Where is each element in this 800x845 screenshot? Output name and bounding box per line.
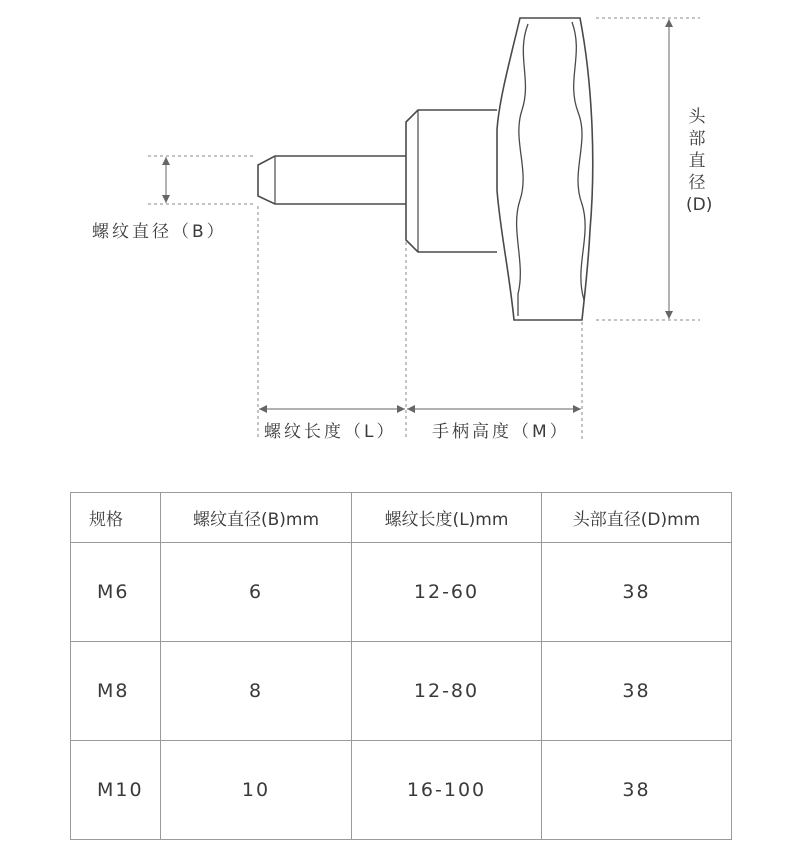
cell-thread-diameter: 6 — [161, 543, 352, 642]
cell-thread-diameter: 10 — [161, 741, 352, 840]
head-diameter-label: 头部直径(D) — [686, 107, 713, 215]
cell-spec: M10 — [71, 741, 161, 840]
cell-head-diameter: 38 — [542, 543, 732, 642]
thread-diameter-label: 螺纹直径（B） — [92, 222, 227, 242]
cell-head-diameter: 38 — [542, 741, 732, 840]
thread-length-label: 螺纹长度（L） — [264, 422, 397, 442]
cell-spec: M6 — [71, 543, 161, 642]
table-row — [71, 642, 732, 741]
knob-grip-right — [572, 22, 585, 300]
cell-thread-length: 12-60 — [352, 543, 542, 642]
cell-thread-length: 12-80 — [352, 642, 542, 741]
cell-spec: M8 — [71, 642, 161, 741]
cell-head-diameter: 38 — [542, 642, 732, 741]
header-head-diameter: 头部直径(D)mm — [542, 493, 732, 543]
knob-grip-left — [517, 24, 528, 316]
table-header-row — [71, 493, 732, 543]
header-thread-length: 螺纹长度(L)mm — [352, 493, 542, 543]
cell-thread-length: 16-100 — [352, 741, 542, 840]
threaded-rod — [258, 156, 406, 204]
table-row — [71, 543, 732, 642]
table-row — [71, 741, 732, 840]
handle-height-label: 手柄高度（M） — [432, 422, 570, 442]
shaft-collar — [406, 110, 497, 252]
header-spec: 规格 — [71, 493, 161, 543]
spec-table — [70, 492, 732, 840]
header-thread-diameter: 螺纹直径(B)mm — [161, 493, 352, 543]
cell-thread-diameter: 8 — [161, 642, 352, 741]
